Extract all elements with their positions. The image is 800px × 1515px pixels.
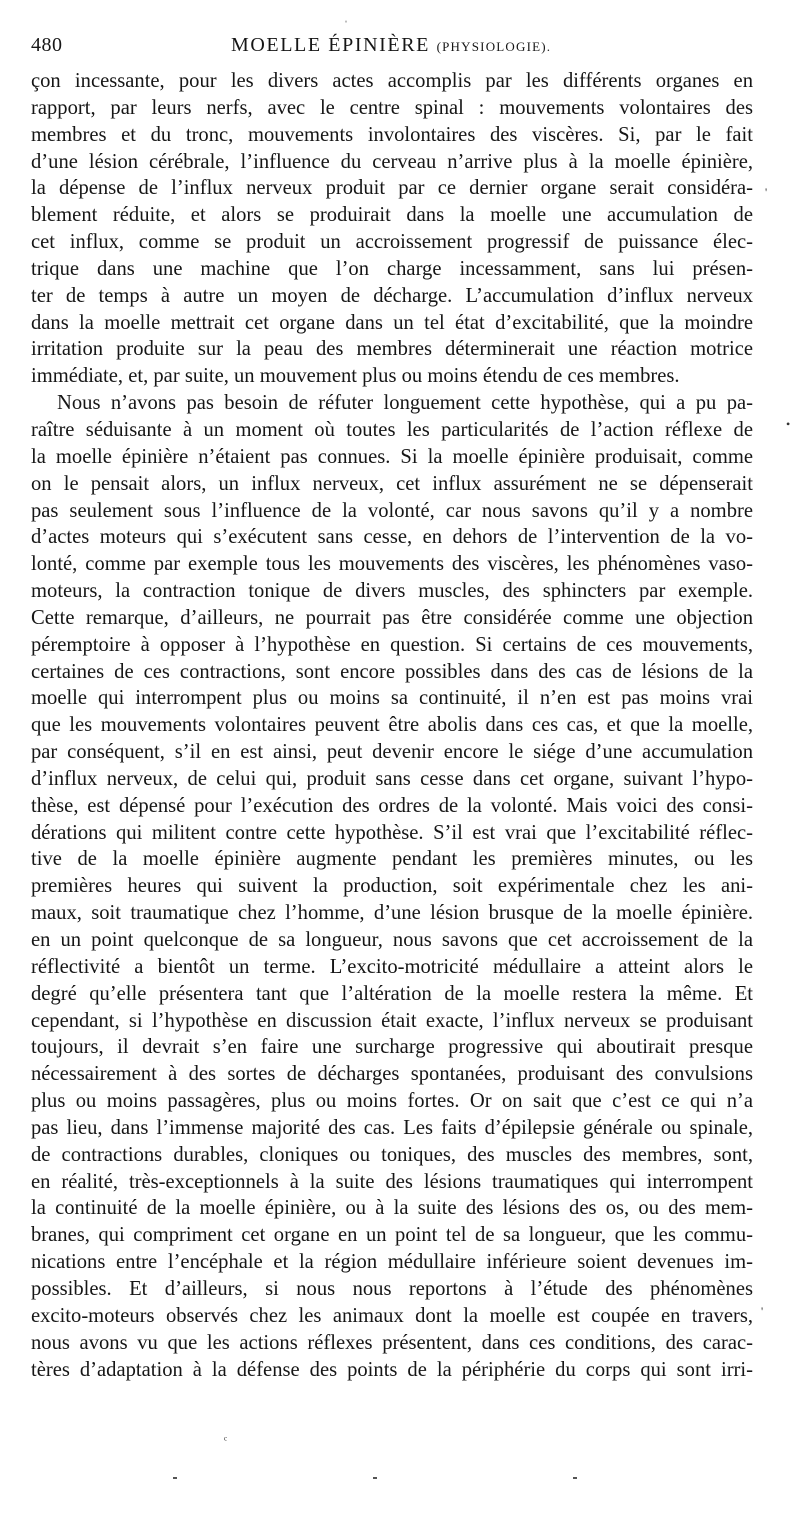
text-line: dérations qui militent contre cette hypothèse. S’il est vrai que l’excitabilité réflec- bbox=[31, 821, 753, 844]
text-line: rapport, par leurs nerfs, avec le centre spinal : mouvements volontaires des bbox=[31, 96, 753, 119]
text-line: cependant, si l’hypothèse en discussion était exacte, l’influx nerveux se produisant bbox=[31, 1009, 753, 1032]
text-line: trique dans une machine que l’on charge incessamment, sans lui présen- bbox=[31, 257, 753, 280]
running-title-main: MOELLE ÉPINIÈRE bbox=[231, 34, 430, 56]
text-line: membres et du tronc, mouvements involontaires des viscères. Si, par le fait bbox=[31, 123, 753, 146]
margin-mark: ' bbox=[761, 1304, 764, 1318]
footer-dot bbox=[173, 1477, 177, 1479]
text-line: de contractions durables, cloniques ou toniques, des muscles des membres, sont, bbox=[31, 1143, 753, 1166]
text-line: çon incessante, pour les divers actes accomplis par les différents organes en bbox=[31, 70, 753, 92]
text-line: premières heures qui suivent la production, soit expérimentale chez les ani- bbox=[31, 875, 753, 898]
text-line: irritation produite sur la peau des membres déterminerait une réaction motrice bbox=[31, 338, 753, 361]
text-line: blement réduite, et alors se produirait dans la moelle une accumulation de bbox=[31, 204, 753, 227]
text-line: plus ou moins passagères, plus ou moins fortes. Or on sait que c’est ce qui n’a bbox=[31, 1090, 753, 1113]
margin-mark: ' bbox=[765, 185, 768, 199]
text-line: cet influx, comme se produit un accroissement progressif de puissance élec- bbox=[31, 231, 753, 254]
text-line: branes, qui compriment cet organe en un point tel de sa longueur, que les commu- bbox=[31, 1224, 753, 1247]
text-line: on le pensait alors, un influx nerveux, cet influx assurément ne se dépenserait bbox=[31, 472, 753, 495]
text-line: ter de temps à autre un moyen de décharge. L’accumulation d’influx nerveux bbox=[31, 284, 753, 307]
text-line: d’une lésion cérébrale, l’influence du cerveau n’arrive plus à la moelle épinière, bbox=[31, 150, 753, 173]
text-line: dans la moelle mettrait cet organe dans un tel état d’excitabilité, que la moindre bbox=[31, 311, 753, 334]
text-line: moteurs, la contraction tonique de divers muscles, des sphincters par exemple. bbox=[31, 580, 753, 603]
text-line: d’influx nerveux, de celui qui, produit sans cesse dans cet organe, suivant l’hypo- bbox=[31, 767, 753, 790]
text-line: Nous n’avons pas besoin de réfuter longuement cette hypothèse, qui a pu pa- bbox=[57, 392, 753, 415]
text-line: certaines de ces contractions, sont encore possibles dans des cas de lésions de la bbox=[31, 660, 753, 683]
text-line: moelle qui interrompent plus ou moins sa continuité, il n’en est pas moins vrai bbox=[31, 687, 753, 710]
page-header bbox=[31, 34, 753, 58]
page-number: 480 bbox=[31, 34, 63, 56]
footer-dot bbox=[573, 1477, 577, 1479]
text-line: nécessairement à des sortes de décharges spontanées, produisant des convulsions bbox=[31, 1063, 753, 1086]
running-title-subtitle: (PHYSIOLOGIE). bbox=[436, 39, 552, 54]
text-line: la continuité de la moelle épinière, ou à la suite des lésions des os, ou des mem- bbox=[31, 1197, 753, 1220]
text-line: la moelle épinière n’étaient pas connues. Si la moelle épinière produisait, comme bbox=[31, 445, 753, 468]
stray-mark: ᶜ bbox=[224, 1433, 228, 1447]
footer-dot bbox=[373, 1477, 377, 1479]
body-text bbox=[31, 68, 753, 1383]
text-line: pas seulement sous l’influence de la volonté, car nous savons qu’il y a nombre bbox=[31, 499, 753, 522]
text-line: tive de la moelle épinière augmente pendant les premières minutes, ou les bbox=[31, 848, 753, 871]
text-line: degré qu’elle présentera tant que l’altération de la moelle restera la même. Et bbox=[31, 982, 753, 1005]
text-line: tères d’adaptation à la défense des points de la périphérie du corps qui sont irri- bbox=[31, 1358, 753, 1381]
text-line: en un point quelconque de sa longueur, nous savons que cet accroissement de la bbox=[31, 929, 753, 951]
text-line: maux, soit traumatique chez l’homme, d’une lésion brusque de la moelle épinière. bbox=[31, 902, 753, 925]
text-line: Cette remarque, d’ailleurs, ne pourrait pas être considérée comme une objection bbox=[31, 606, 753, 629]
text-line: toujours, il devrait s’en faire une surcharge progressive qui aboutirait presque bbox=[31, 1036, 753, 1059]
text-line: que les mouvements volontaires peuvent être abolis dans ces cas, et que la moelle, bbox=[31, 714, 753, 737]
text-line: pas lieu, dans l’immense majorité des cas. Les faits d’épilepsie générale ou spinale, bbox=[31, 1116, 753, 1139]
text-line: en réalité, très-exceptionnels à la suite des lésions traumatiques qui interrompent bbox=[31, 1170, 753, 1193]
text-line: par conséquent, s’il en est ainsi, peut devenir encore le siége d’une accumulation bbox=[31, 741, 753, 764]
text-line: raître séduisante à un moment où toutes les particularités de l’action réflexe de bbox=[31, 418, 753, 441]
text-line: nications entre l’encéphale et la région médullaire inférieure soient devenues im- bbox=[31, 1251, 753, 1274]
text-line: péremptoire à opposer à l’hypothèse en question. Si certains de ces mouvements, bbox=[31, 633, 753, 656]
text-line: la dépense de l’influx nerveux produit par ce dernier organe serait considéra- bbox=[31, 177, 753, 200]
text-line: thèse, est dépensé pour l’exécution des ordres de la volonté. Mais voici des consi- bbox=[31, 794, 753, 817]
text-line: réflectivité a bientôt un terme. L’excito-motricité médullaire a atteint alors le bbox=[31, 955, 753, 978]
stray-mark: ˌ bbox=[344, 9, 348, 23]
text-line: nous avons vu que les actions réflexes présentent, dans ces conditions, des carac- bbox=[31, 1331, 753, 1354]
text-line: possibles. Et d’ailleurs, si nous nous reportons à l’étude des phénomènes bbox=[31, 1277, 753, 1300]
text-line: excito-moteurs observés chez les animaux dont la moelle est coupée en travers, bbox=[31, 1304, 753, 1327]
text-line: lonté, comme par exemple tous les mouvements des viscères, les phénomènes vaso- bbox=[31, 553, 753, 576]
running-title bbox=[231, 34, 551, 57]
text-line: immédiate, et, par suite, un mouvement plus ou moins étendu de ces membres. bbox=[31, 365, 680, 388]
text-line: d’actes moteurs qui s’exécutent sans cesse, en dehors de l’intervention de la vo- bbox=[31, 526, 753, 549]
margin-mark: • bbox=[786, 417, 791, 431]
